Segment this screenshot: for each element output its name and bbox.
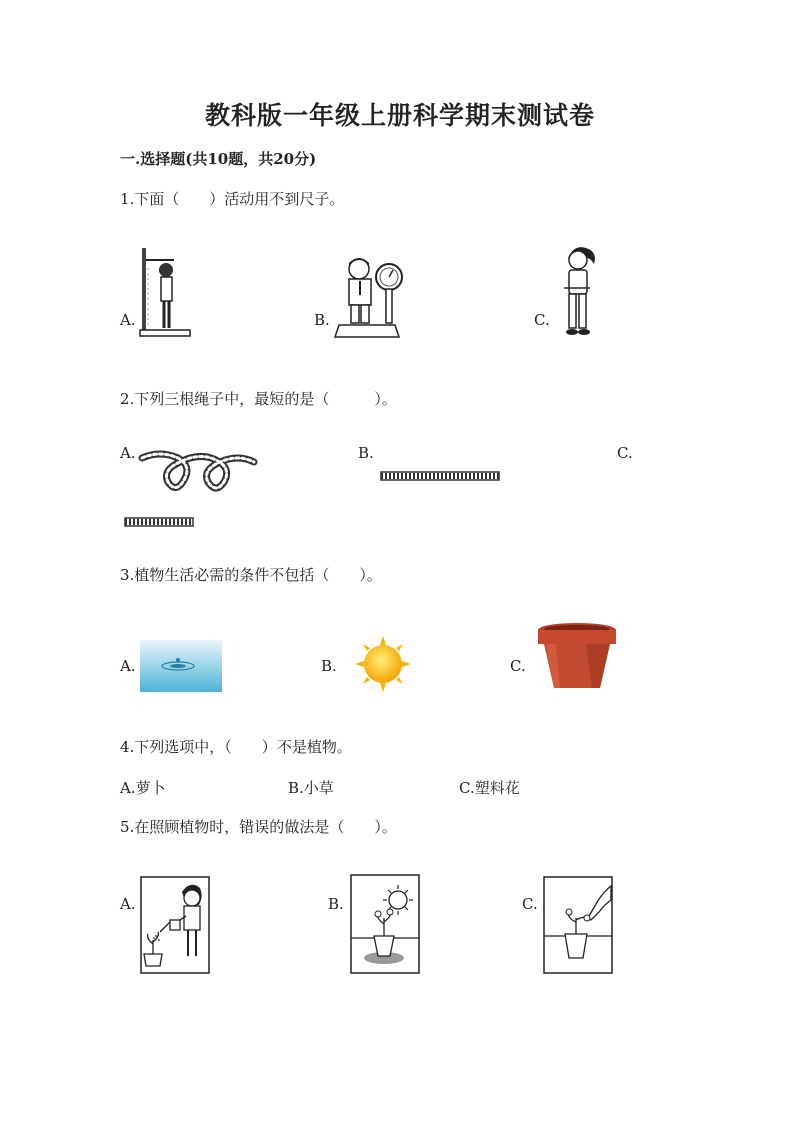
- question-4-text: 4.下列选项中，（ ）不是植物。: [120, 738, 352, 756]
- q5-option-a-label: A.: [120, 895, 136, 913]
- q4-option-b: B.小草: [288, 779, 334, 797]
- q1-option-b-label: B.: [314, 311, 330, 329]
- q3-option-c-label: C.: [510, 657, 526, 675]
- q3-option-b-label: B.: [321, 657, 337, 675]
- question-3-text: 3.植物生活必需的条件不包括（ ）。: [120, 566, 382, 584]
- child-height-measure-image: [138, 244, 198, 340]
- q1-option-a-label: A.: [120, 311, 136, 329]
- girl-tape-measure-image: [554, 244, 604, 340]
- q4-option-a: A.萝卜: [120, 779, 166, 797]
- q2-option-a-label: A.: [120, 444, 136, 462]
- q5-option-b-label: B.: [328, 895, 344, 913]
- coiled-rope-image: [140, 448, 256, 500]
- sun-image: [355, 636, 411, 692]
- q1-option-c-label: C.: [534, 311, 550, 329]
- plant-in-sunlight-image: [350, 874, 420, 974]
- page-title: 教科版一年级上册科学期末测试卷: [204, 101, 595, 130]
- question-1-text: 1.下面（ ）活动用不到尺子。: [120, 190, 345, 208]
- q4-option-c: C.塑料花: [459, 779, 520, 797]
- section-heading: 一.选择题(共10题，共20分): [120, 150, 317, 168]
- q3-option-a-label: A.: [120, 657, 136, 675]
- q5-option-c-label: C.: [522, 895, 538, 913]
- short-straight-rope-image: [124, 516, 194, 528]
- water-drop-image: [140, 640, 222, 692]
- flower-pot-image: [536, 622, 618, 692]
- hand-pulling-plant-image: [543, 876, 613, 974]
- girl-watering-plant-image: [140, 876, 210, 974]
- question-2-text: 2.下列三根绳子中，最短的是（ ）。: [120, 390, 397, 408]
- question-5-text: 5.在照顾植物时，错误的做法是（ ）。: [120, 818, 397, 836]
- long-straight-rope-image: [380, 470, 500, 482]
- q2-option-c-label: C.: [617, 444, 633, 462]
- q2-option-b-label: B.: [358, 444, 374, 462]
- boy-weight-scale-image: [335, 255, 415, 341]
